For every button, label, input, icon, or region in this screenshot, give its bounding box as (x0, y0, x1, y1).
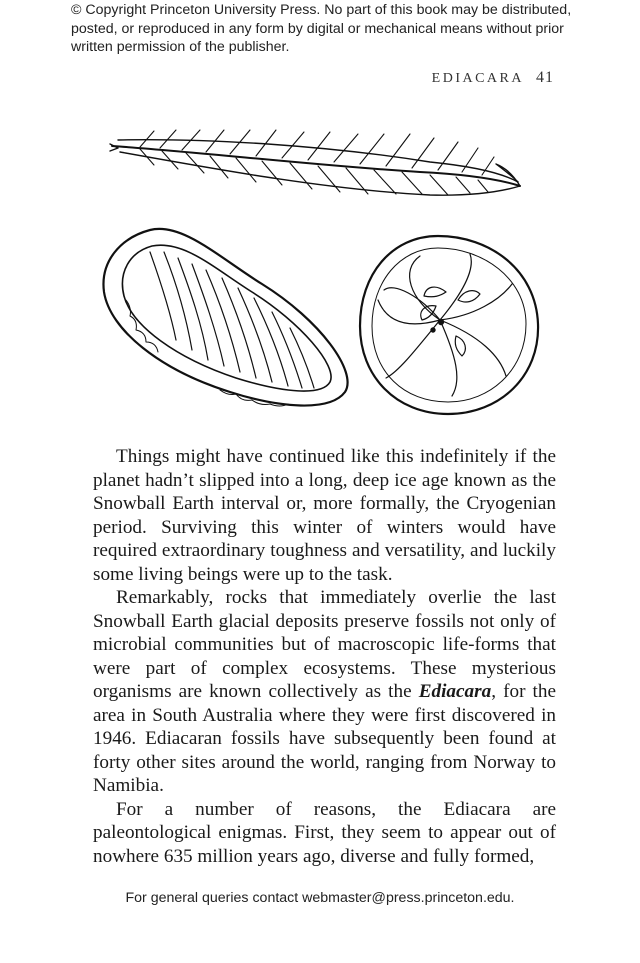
frond-fossil-icon (110, 130, 520, 195)
disc-fossil-icon (360, 236, 538, 414)
running-head-title: EDIACARA (431, 71, 524, 86)
page-number: 41 (536, 69, 554, 86)
paragraph-3: For a number of reasons, the Ediacara are paleontological enigmas. First, they seem to appear out of nowhere 635 million years ago, diverse and fully formed, (93, 798, 556, 867)
body-text (93, 445, 556, 868)
fossil-illustration (0, 0, 640, 440)
paragraph-2-rest: , for the area in South Australia where they were first discovered in 1946. Ediacaran fossils have subsequently been found at forty other sites around the world, ranging from Norway to Namibia. (93, 681, 556, 796)
paragraph-2-lead: Remarkably, rocks that immediately overlie the last Snowball Earth glacial deposits preserve fossils not only of microbial communities but of macroscopic life-forms that were part of complex ecosystems. These mysterious organisms are known collectively as the (93, 587, 556, 702)
copyright-notice: © Copyright Princeton University Press. No part of this book may be distributed, posted, or reproduced in any form by digital or mechanical means without prior written permission of the publisher. (71, 2, 572, 55)
footer-contact: For general queries contact webmaster@press.princeton.edu. (125, 890, 515, 906)
oval-fossil-icon (103, 229, 347, 406)
paragraph-2 (93, 586, 556, 798)
ediacara-term: Ediacara (418, 681, 492, 702)
paragraph-1: Things might have continued like this indefinitely if the planet hadn’t slipped into a long, deep ice age known as the Snowball Earth interval or, more formally, the Cryogenian period. Surviving this winter of winters would have required extraordinary toughness and versatility, and luckily some living beings were up to the task. (93, 446, 556, 585)
